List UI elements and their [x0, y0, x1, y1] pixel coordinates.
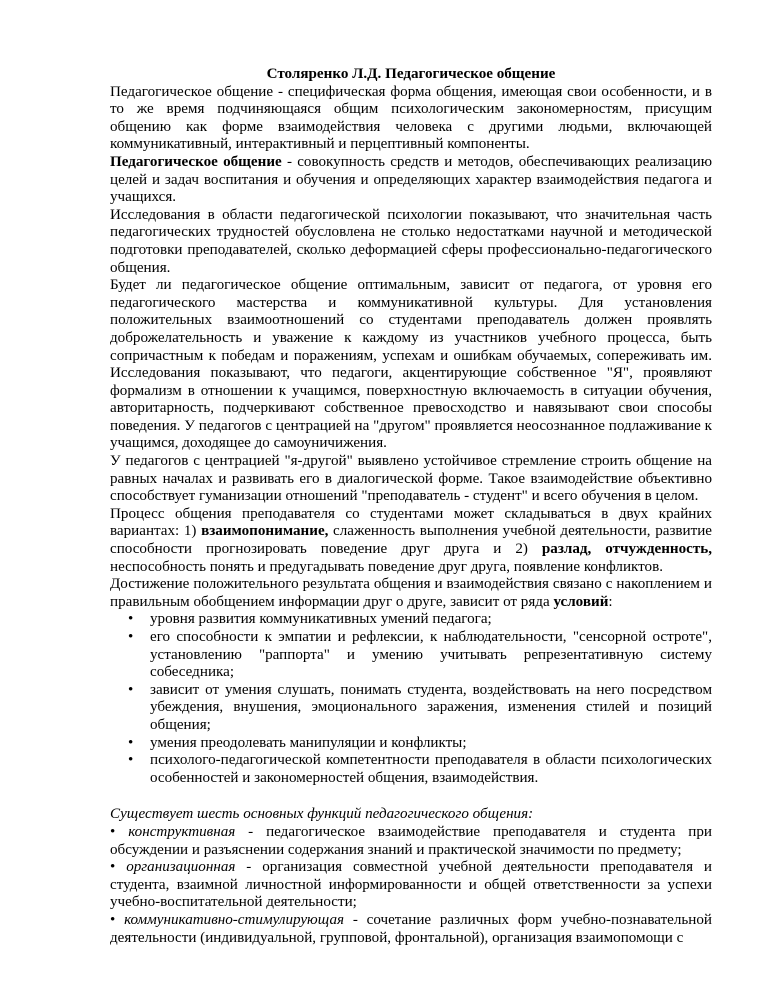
bullet-mark: • — [110, 823, 129, 840]
list-item: • психолого-педагогической компетентности преподавателя в области психологических особенностей и закономерностей общения, взаимодействия. — [150, 752, 712, 787]
list-item: • зависит от умения слушать, понимать студента, воздействовать на него посредством убеждения, внушения, эмоционального заражения, изменения стилей и позиций общения; — [150, 682, 712, 735]
paragraph-definition — [110, 154, 712, 207]
list-item: • уровня развития коммуникативных умений педагога; — [150, 611, 712, 629]
list-item: • его способности к эмпатии и рефлексии, к наблюдательности, "сенсорной остроте", установлению "раппорта" и умению учитывать репрезентативную систему собеседника; — [150, 629, 712, 682]
variants-text-c: слаженность выполнения учебной деятельности, развитие способности прогнозировать поведение друг друга и 2) — [110, 523, 712, 558]
bullet-mark: • — [110, 911, 125, 928]
conditions-text-a: Достижение положительного результата общения и взаимодействия связано с накоплением и правильным обобщением информации друг о друге, зависит от ряда — [110, 576, 712, 610]
conditions-list — [110, 611, 712, 787]
paragraph-variants — [110, 506, 712, 576]
list-item: • умения преодолевать манипуляции и конфликты; — [150, 735, 712, 753]
paragraph-research: Исследования в области педагогической психологии показывают, что значительная часть педагогических трудностей обусловлена не столько недостатками научной и методической подготовки преподавателей, сколько деформацией сферы профессионально-педагогического общения. — [110, 206, 712, 276]
variants-text-a: Процесс общения преподавателя со студентами может складываться в двух крайних вариантах: 1) — [110, 505, 712, 540]
function-name: коммуникативно-стимулирующая — [124, 911, 345, 928]
function-name: организационная — [126, 859, 236, 876]
bullet-mark: • — [110, 859, 127, 876]
function-text: - сочетание различных форм учебно-познавательной деятельности (индивидуальной, групповой, фронтальной), организация взаимопомощи с — [110, 911, 712, 946]
variants-text-e: неспособность понять и предугадывать поведение друг друга, появление конфликтов. — [110, 558, 663, 575]
paragraph-conditions — [110, 576, 712, 611]
variant-understanding: взаимопонимание, — [201, 523, 329, 540]
definition-term: Педагогическое общение — [110, 153, 282, 170]
function-item — [110, 824, 712, 859]
function-item — [110, 912, 712, 947]
function-name: конструктивная — [128, 823, 236, 840]
document-title: Столяренко Л.Д. Педагогическое общение — [266, 66, 556, 82]
paragraph-centration: У педагогов с центрацией "я-другой" выявлено устойчивое стремление строить общение на равных началах и развивать его в диалогической форме. Такое взаимодействие объективно способствует гуманизации отношений "преподаватель - студент" и всего обучения в целом. — [110, 453, 712, 505]
functions-heading — [110, 806, 712, 824]
section-spacer — [110, 787, 712, 806]
function-item — [110, 859, 712, 912]
conditions-colon: : — [608, 593, 613, 610]
definition-text: - совокупность средств и методов, обеспечивающих реализацию целей и задач воспитания и обучения и определяющих характер взаимодействия педагога и учащихся. — [110, 153, 712, 206]
function-text: - педагогическое взаимодействие преподавателя и студента при обсуждении и разъяснении содержания знаний и практической значимости по предмету; — [110, 823, 712, 858]
conditions-word: условий — [553, 593, 609, 610]
variant-discord: разлад, отчужденность, — [541, 541, 712, 558]
functions-heading-text: Существует шесть основных функций педагогического общения: — [110, 806, 534, 823]
paragraph-intro: Педагогическое общение - специфическая форма общения, имеющая свои особенности, и в то же время подчиняющаяся общим психологическим закономерностям, присущим общению как форме взаимодействия человека с другими людьми, включающей коммуникативный, интерактивный и перцептивный компоненты. — [110, 83, 712, 153]
function-text: - организация совместной учебной деятельности преподавателя и студента, взаимной личностной информированности и общей ответственности за успехи учебно-воспитательной деятельности; — [110, 859, 712, 911]
paragraph-optimal-communication: Будет ли педагогическое общение оптимальным, зависит от педагога, от уровня его педагогического мастерства и коммуникативной культуры. Для установления положительных взаимоотношений со студентами преподаватель должен проявлять доброжелательность и уважение к каждому из участников учебного процесса, быть сопричастным к победам и поражениям, успехам и ошибкам обучаемых, сопереживать им. Исследования показывают, что педагоги, акцентирующие собственное "Я", проявляют формализм в отношении к учащимся, поверхностную включаемость в ситуации обучения, авторитарность, подчеркивают собственное превосходство и навязывают свои способы поведения. У педагогов с центрацией на "другом" проявляется неосознанное подлаживание к учащимся, доходящее до самоуничижения. — [110, 277, 712, 452]
